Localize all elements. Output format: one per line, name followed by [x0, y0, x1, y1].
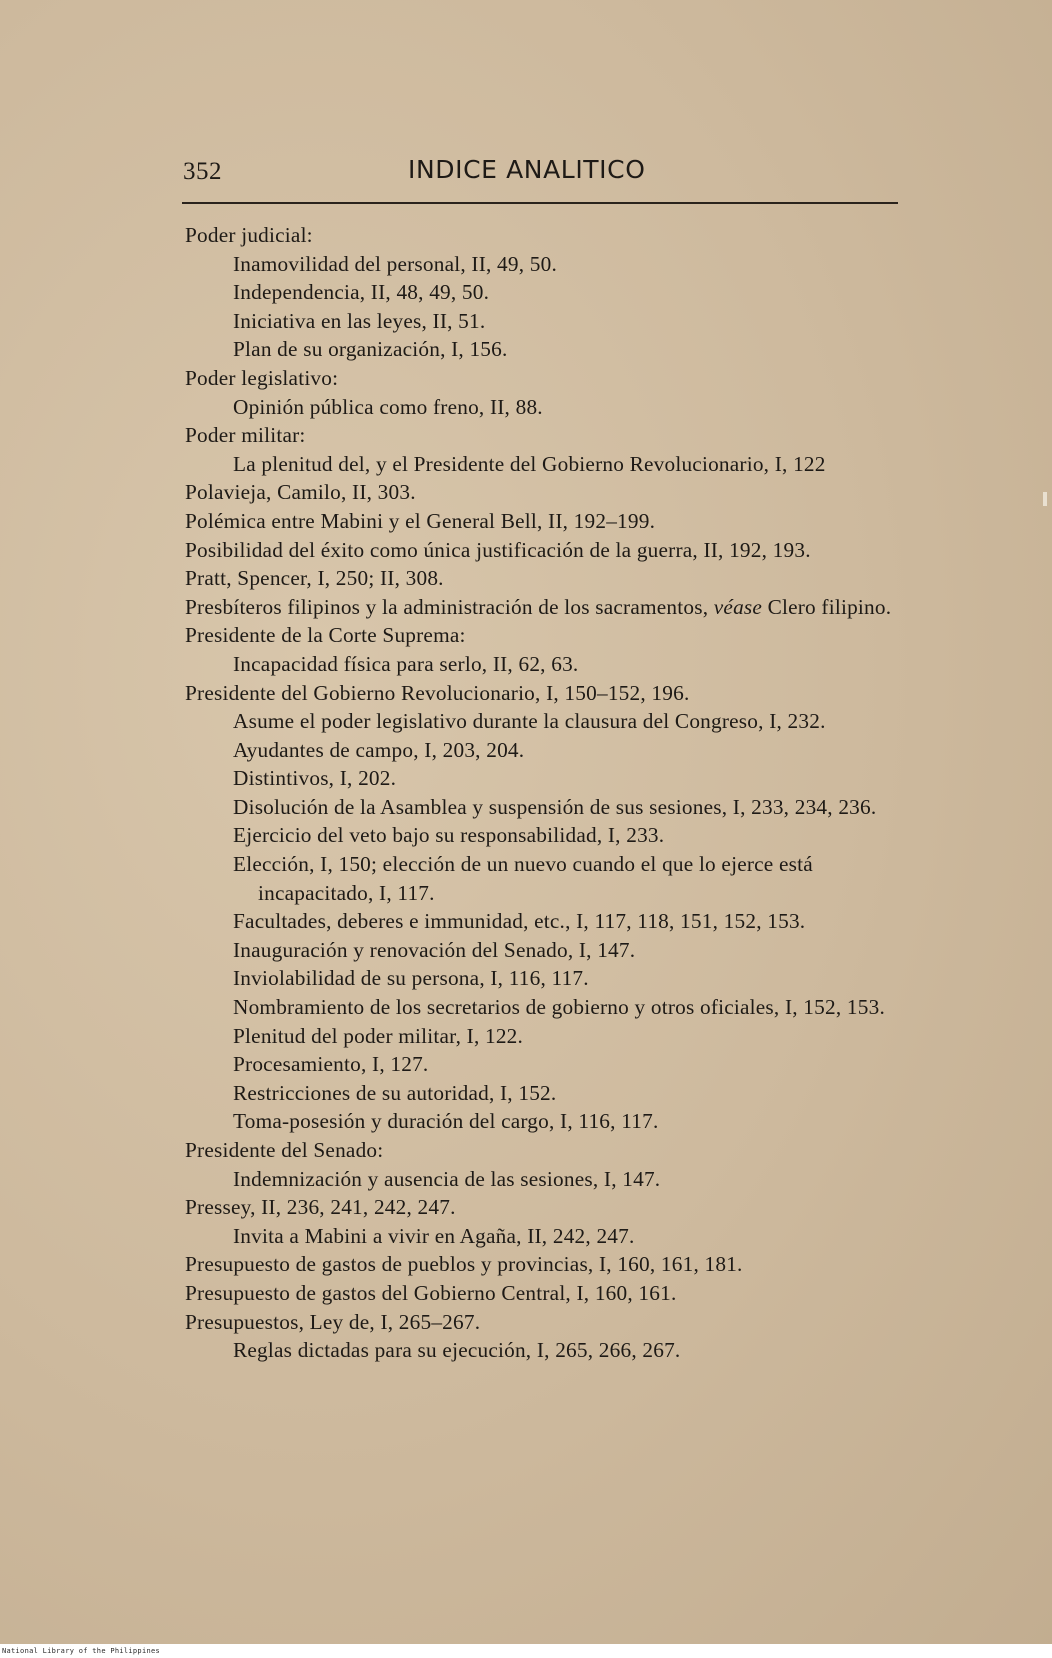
page-mark [1043, 492, 1047, 506]
entry-text: Elección, I, 150; elección de un nuevo cuando el que lo ejerce está incapacitado, I, 117. [233, 852, 813, 905]
index-subentry [185, 936, 905, 965]
index-entry [185, 507, 905, 536]
index-subentry [185, 993, 905, 1022]
running-title: INDICE ANALITICO [408, 155, 646, 184]
entry-text: Presidente del Gobierno Revolucionario, I, 150–152, 196. [185, 680, 690, 705]
page-header [183, 153, 898, 193]
entry-text: Facultades, deberes e immunidad, etc., I, 117, 118, 151, 152, 153. [233, 909, 806, 934]
cross-reference-target: Clero filipino. [767, 594, 892, 619]
index-entry [185, 478, 905, 507]
index-subentry [185, 850, 905, 907]
entry-text: Indemnización y ausencia de las sesiones, I, 147. [233, 1166, 661, 1191]
index-subentry [185, 707, 905, 736]
entry-text: Presupuestos, Ley de, I, 265–267. [185, 1309, 481, 1334]
entry-text: Distintivos, I, 202. [233, 766, 397, 791]
entry-text: Poder judicial: [185, 223, 313, 247]
entry-text: Presidente del Senado: [185, 1138, 384, 1162]
index-entry [185, 536, 905, 565]
index-subentry [185, 907, 905, 936]
entry-text: Invita a Mabini a vivir en Agaña, II, 242, 247. [233, 1223, 635, 1248]
index-subentry [185, 450, 905, 479]
footer-credit: National Library of the Philippines [2, 1647, 161, 1655]
index-subentry [185, 1050, 905, 1079]
entry-text: Ejercicio del veto bajo su responsabilidad, I, 233. [233, 823, 665, 848]
entry-text: Independencia, II, 48, 49, 50. [233, 280, 490, 305]
index-subentry [185, 650, 905, 679]
index-entry [185, 593, 905, 622]
index-subentry [185, 964, 905, 993]
entry-text: Pratt, Spencer, I, 250; II, 308. [185, 566, 444, 591]
entry-text: Incapacidad física para serlo, II, 62, 63. [233, 651, 579, 676]
index-entry [185, 1136, 905, 1165]
index-entry [185, 679, 905, 708]
entry-text: Plenitud del poder militar, I, 122. [233, 1023, 524, 1048]
entry-text: La plenitud del, y el Presidente del Gobierno Revolucionario, I, 122 [233, 451, 826, 476]
entry-text: Opinión pública como freno, II, 88. [233, 394, 543, 419]
index-subentry [185, 250, 905, 279]
index-entry [185, 1193, 905, 1222]
index-subentry [185, 1079, 905, 1108]
index-entry [185, 564, 905, 593]
entry-text: Polémica entre Mabini y el General Bell, II, 192–199. [185, 508, 656, 533]
cross-reference-see: véase [713, 594, 763, 619]
entry-text: Ayudantes de campo, I, 203, 204. [233, 737, 525, 762]
entry-text: Procesamiento, I, 127. [233, 1052, 429, 1077]
entry-text: Inamovilidad del personal, II, 49, 50. [233, 251, 558, 276]
index-entry [185, 1250, 905, 1279]
index-entry [185, 364, 905, 393]
entry-text: Pressey, II, 236, 241, 242, 247. [185, 1195, 456, 1220]
index-subentry [185, 1222, 905, 1251]
entry-text: Presupuesto de gastos del Gobierno Central, I, 160, 161. [185, 1280, 677, 1305]
index-subentry [185, 1107, 905, 1136]
index-entry [185, 421, 905, 450]
entry-text: Presidente de la Corte Suprema: [185, 623, 466, 648]
entry-text: Presupuesto de gastos de pueblos y provincias, I, 160, 161, 181. [185, 1252, 743, 1277]
entry-text: Plan de su organización, I, 156. [233, 337, 508, 362]
index-subentry [185, 1022, 905, 1051]
index-subentry [185, 335, 905, 364]
index-entry [185, 1308, 905, 1337]
entry-text: Reglas dictadas para su ejecución, I, 265, 266, 267. [233, 1338, 681, 1363]
index-subentry [185, 764, 905, 793]
entry-text: Restricciones de su autoridad, I, 152. [233, 1080, 557, 1105]
page-number: 352 [183, 158, 222, 185]
entry-text: Inviolabilidad de su persona, I, 116, 117. [233, 966, 589, 991]
index-entry [185, 621, 905, 650]
entry-text: Poder legislativo: [185, 365, 339, 390]
header-rule [182, 202, 898, 204]
index-subentry [185, 821, 905, 850]
entry-text: Disolución de la Asamblea y suspensión de sus sesiones, I, 233, 234, 236. [233, 794, 877, 819]
index-subentry [185, 1165, 905, 1194]
entry-text: Nombramiento de los secretarios de gobierno y otros oficiales, I, 152, 153. [233, 995, 885, 1020]
entry-text: Asume el poder legislativo durante la clausura del Congreso, I, 232. [233, 709, 826, 734]
entry-text: Poder militar: [185, 423, 306, 448]
entry-text: Presbíteros filipinos y la administración de los sacramentos, [185, 594, 709, 619]
entry-text: Posibilidad del éxito como única justificación de la guerra, II, 192, 193. [185, 537, 811, 562]
index-entry [185, 221, 905, 250]
index-subentry [185, 307, 905, 336]
index-subentry [185, 1336, 905, 1365]
entry-text: Polavieja, Camilo, II, 303. [185, 480, 416, 505]
index-subentry [185, 278, 905, 307]
index-subentry [185, 793, 905, 822]
entry-text: Inauguración y renovación del Senado, I, 147. [233, 937, 636, 962]
index-entries [185, 221, 905, 1365]
entry-text: Toma-posesión y duración del cargo, I, 116, 117. [233, 1109, 659, 1134]
entry-text: Iniciativa en las leyes, II, 51. [233, 308, 486, 333]
index-entry [185, 1279, 905, 1308]
index-subentry [185, 736, 905, 765]
index-subentry [185, 393, 905, 422]
